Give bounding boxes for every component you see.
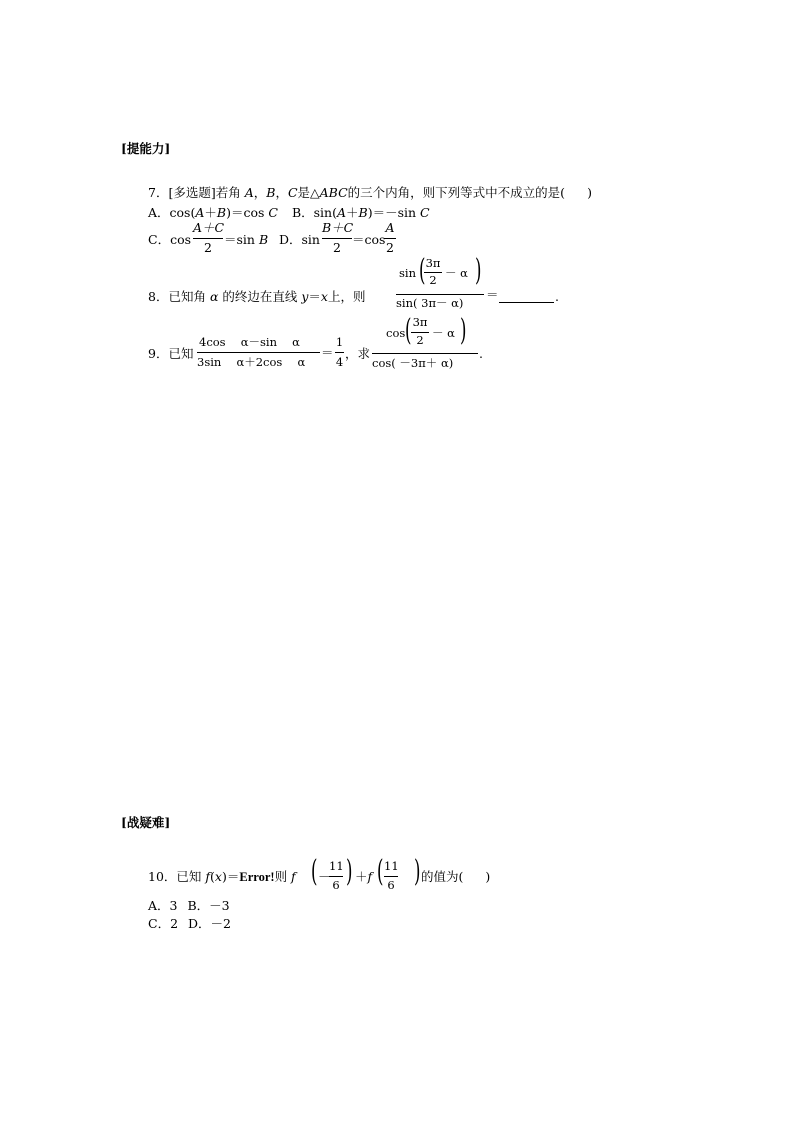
q8-inner-rest: － α [445, 266, 468, 280]
q8-answer-blank [499, 302, 554, 303]
q10-left-paren-2: ( [377, 854, 384, 889]
q7-option-b-arg1: A [336, 205, 346, 220]
q9-period: . [479, 346, 483, 361]
q9-fraction-bar [372, 353, 478, 354]
q10-text-a: 已知 [176, 869, 206, 884]
q9-number: 9． [148, 346, 169, 361]
q7-option-b-arg2: B [358, 205, 368, 220]
q10-frac1-numerator: 11 [329, 859, 344, 873]
q9-inner-rest: － α [432, 326, 455, 340]
section-heading-improve: [提能力] [121, 141, 171, 156]
q8-equals: ＝ [486, 287, 499, 302]
q10-f: f [205, 869, 211, 884]
q8-eq: ＝ [308, 289, 321, 304]
q8-numerator-left-paren: ( [419, 253, 426, 288]
q7-option-d-num2-text: A [385, 220, 395, 235]
q9-quarter-bar [335, 352, 344, 353]
q10-frac2-bar [384, 876, 398, 877]
q7-option-a-plus: ＋ [204, 205, 217, 220]
q7-number: 7． [148, 185, 169, 200]
q9-denominator: cos( －3π＋ α) [372, 356, 454, 370]
q7-text-b: 是△ [297, 185, 320, 200]
q7-text-c: 的三个内角，则下列等式中不成立的是( [347, 185, 566, 200]
q7-option-c-label: C．cos [148, 232, 192, 247]
q10-plus-f2 [355, 871, 372, 884]
q7-stem [148, 187, 592, 200]
q10-frac2-numerator: 11 [384, 859, 399, 873]
q7-option-d-denominator-2: 2 [386, 240, 394, 255]
q9-quarter-denominator: 4 [335, 355, 344, 369]
q7-option-a-rest: )＝cos [226, 205, 269, 220]
q9-numerator-cos: cos [386, 326, 406, 340]
q7-comma-2: ， [275, 185, 288, 200]
q10-options-cd [148, 918, 231, 931]
q7-option-c-num-text: A＋C [193, 220, 225, 235]
q9-numerator-left-paren: ( [405, 313, 412, 348]
q10-error-text: Error! [239, 870, 275, 884]
q9-frac1-denominator: 3sin α＋2cos α [197, 355, 306, 369]
q9-numerator-right-paren: ) [460, 313, 467, 348]
q10-frac2-denominator: 6 [387, 878, 395, 892]
q8-period: . [555, 289, 559, 304]
q10-option-a: A．3 [148, 898, 178, 913]
q9-frac1-numerator: 4cos α－sin α [199, 335, 300, 349]
q7-close-paren: ) [587, 185, 592, 200]
q7-option-b-label: B．sin( [291, 205, 337, 220]
q9-inner-numerator: 3π [412, 315, 428, 329]
q9-text-a: 已知 [168, 346, 194, 361]
q10-option-c: C．2 [148, 916, 179, 931]
q7-option-b-rest: )＝－sin [367, 205, 421, 220]
q7-options-ab [148, 207, 430, 220]
section-heading-challenge: [战疑难] [121, 815, 171, 830]
q8-number: 8． [148, 289, 169, 304]
q7-option-b-plus: ＋ [346, 205, 359, 220]
q8-numerator-sin: sin [399, 266, 416, 280]
q9-frac1-bar [197, 352, 320, 353]
q7-var-a: A [244, 185, 254, 200]
q10-frac1-denominator: 6 [332, 878, 340, 892]
q8-denominator: sin( 3π－ α) [396, 296, 464, 310]
q10-f1: f [291, 869, 296, 884]
q7-option-d-label: D．sin [279, 232, 320, 247]
q10-option-b: B．－3 [187, 898, 230, 913]
q8-var-x: x [320, 289, 328, 304]
q10-stem-a [148, 871, 296, 884]
q10-plus: ＋ [355, 869, 368, 884]
q10-stem-c [421, 871, 490, 884]
q7-option-b-c: C [420, 205, 430, 220]
q10-f2: f [367, 869, 373, 884]
q7-option-d-numerator [322, 222, 352, 235]
q7-option-a-label: A．cos( [148, 205, 196, 220]
q10-option-d: D．－2 [188, 916, 232, 931]
q8-alpha: α [209, 289, 219, 304]
q10-minus: － [318, 869, 331, 884]
q8-inner-denominator: 2 [429, 273, 437, 287]
q9-inner-denominator: 2 [416, 333, 424, 347]
q7-tag: [多选题] [168, 185, 216, 200]
q8-text-b: 的终边在直线 [218, 289, 302, 304]
q10-text-c: 的值为( [421, 869, 464, 884]
q7-option-c-fraction-bar [193, 238, 223, 239]
q7-comma-1: ， [253, 185, 267, 200]
q8-text-a: 已知角 [168, 289, 210, 304]
q7-option-c-rest [224, 234, 268, 247]
q7-option-d-fraction-bar [322, 238, 352, 239]
q10-x: x [214, 869, 222, 884]
q7-option-c-b: B [258, 232, 269, 247]
q7-option-a-arg2: B [216, 205, 227, 220]
q10-number: 10． [148, 869, 177, 884]
q10-fx-open: ( [210, 869, 215, 884]
q7-option-a-c: C [268, 205, 278, 220]
q9-text-b: ，求 [345, 346, 371, 361]
q7-option-a-arg1: A [195, 205, 205, 220]
q7-option-d-numerator-2 [384, 222, 396, 235]
q10-left-paren-1: ( [311, 854, 318, 889]
q8-inner-numerator: 3π [425, 256, 441, 270]
q8-text-c: 上，则 [327, 289, 366, 304]
q8-numerator-right-paren: ) [475, 253, 482, 288]
q10-fx-close: ) [221, 869, 227, 884]
q10-right-paren-1: ) [346, 854, 353, 889]
q7-option-c-denominator: 2 [204, 240, 212, 255]
q7-option-d-fraction-bar-2 [384, 238, 396, 239]
q10-text-b: 则 [274, 869, 292, 884]
q7-var-c: C [287, 185, 298, 200]
q10-frac1-bar [329, 876, 343, 877]
q7-option-c-numerator [193, 222, 223, 235]
q8-stem [148, 291, 366, 304]
q10-eq: ＝ [226, 869, 240, 884]
q10-right-paren-2: ) [414, 854, 421, 889]
q7-var-b: B [266, 185, 276, 200]
q10-close-paren: ) [485, 869, 491, 884]
q9-equals: ＝ [321, 345, 334, 360]
q10-options-ab [148, 900, 230, 913]
q9-quarter-numerator: 1 [335, 335, 344, 349]
q9-lead [148, 348, 193, 361]
q7-option-d-eq: ＝cos [352, 232, 386, 247]
q8-fraction-bar [396, 294, 484, 295]
q7-option-d-num-text: B＋C [322, 220, 354, 235]
q7-triangle-abc: ABC [319, 185, 348, 200]
q8-var-y: y [301, 289, 309, 304]
q7-option-c-eq: ＝sin [224, 232, 259, 247]
q7-option-d-denominator: 2 [333, 240, 341, 255]
q7-text-a: 若角 [215, 185, 245, 200]
